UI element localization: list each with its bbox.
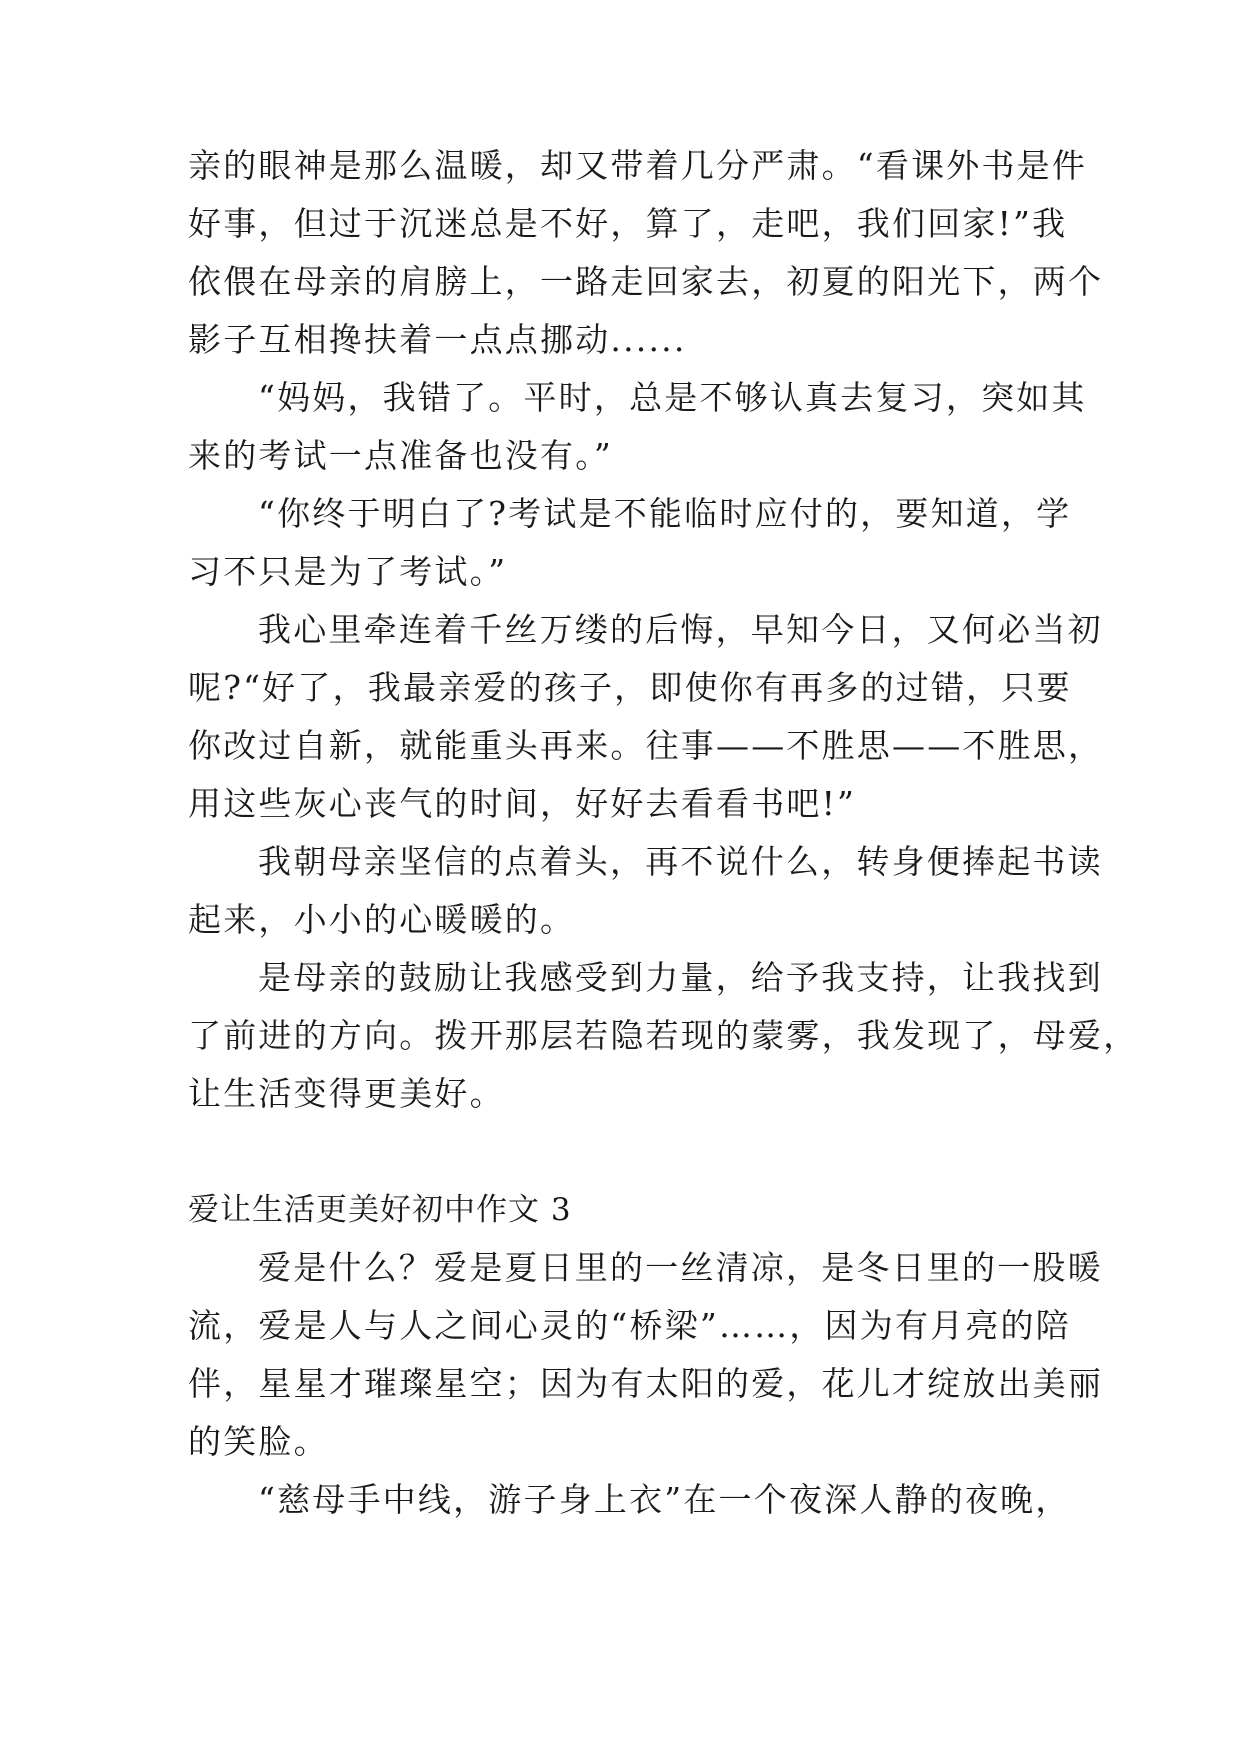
text-line: 你改过自新，就能重头再来。往事——不胜思——不胜思， [188, 726, 1104, 765]
text-line: “慈母手中线，游子身上衣”在一个夜深人静的夜晚， [258, 1480, 1071, 1519]
text-line: 好事，但过于沉迷总是不好，算了，走吧，我们回家!”我 [188, 204, 1068, 243]
text-line: 我朝母亲坚信的点着头，再不说什么，转身便捧起书读 [258, 842, 1103, 881]
text-line: “妈妈，我错了。平时，总是不够认真去复习，突如其 [258, 378, 1087, 417]
text-line: 用这些灰心丧气的时间，好好去看看书吧!” [188, 784, 857, 823]
text-line: 起来，小小的心暖暖的。 [188, 900, 576, 939]
text-line: 是母亲的鼓励让我感受到力量，给予我支持，让我找到 [258, 958, 1103, 997]
text-line: 让生活变得更美好。 [188, 1074, 505, 1113]
text-line: 流，爱是人与人之间心灵的“桥梁”……，因为有月亮的陪 [188, 1306, 1071, 1345]
text-line: 影子互相搀扶着一点点挪动...... [188, 320, 687, 359]
text-line: 习不只是为了考试。” [188, 552, 508, 591]
text-line: 亲的眼神是那么温暖，却又带着几分严肃。“看课外书是件 [188, 146, 1088, 185]
section-title: 爱让生活更美好初中作文 3 [188, 1192, 572, 1228]
text-line: 依偎在母亲的肩膀上，一路走回家去，初夏的阳光下，两个 [188, 262, 1104, 301]
text-line: 我心里牵连着千丝万缕的后悔，早知今日，又何必当初 [258, 610, 1103, 649]
text-line: 呢?“好了，我最亲爱的孩子，即使你有再多的过错，只要 [188, 668, 1072, 707]
text-line: 爱是什么？爱是夏日里的一丝清凉，是冬日里的一股暖 [258, 1248, 1103, 1287]
text-line: 伴，星星才璀璨星空；因为有太阳的爱，花儿才绽放出美丽 [188, 1364, 1104, 1403]
text-line: 来的考试一点准备也没有。” [188, 436, 613, 475]
text-line: 的笑脸。 [188, 1422, 329, 1461]
text-line: 了前进的方向。拨开那层若隐若现的蒙雾，我发现了，母爱， [188, 1016, 1139, 1055]
text-line: “你终于明白了?考试是不能临时应付的，要知道，学 [258, 494, 1072, 533]
